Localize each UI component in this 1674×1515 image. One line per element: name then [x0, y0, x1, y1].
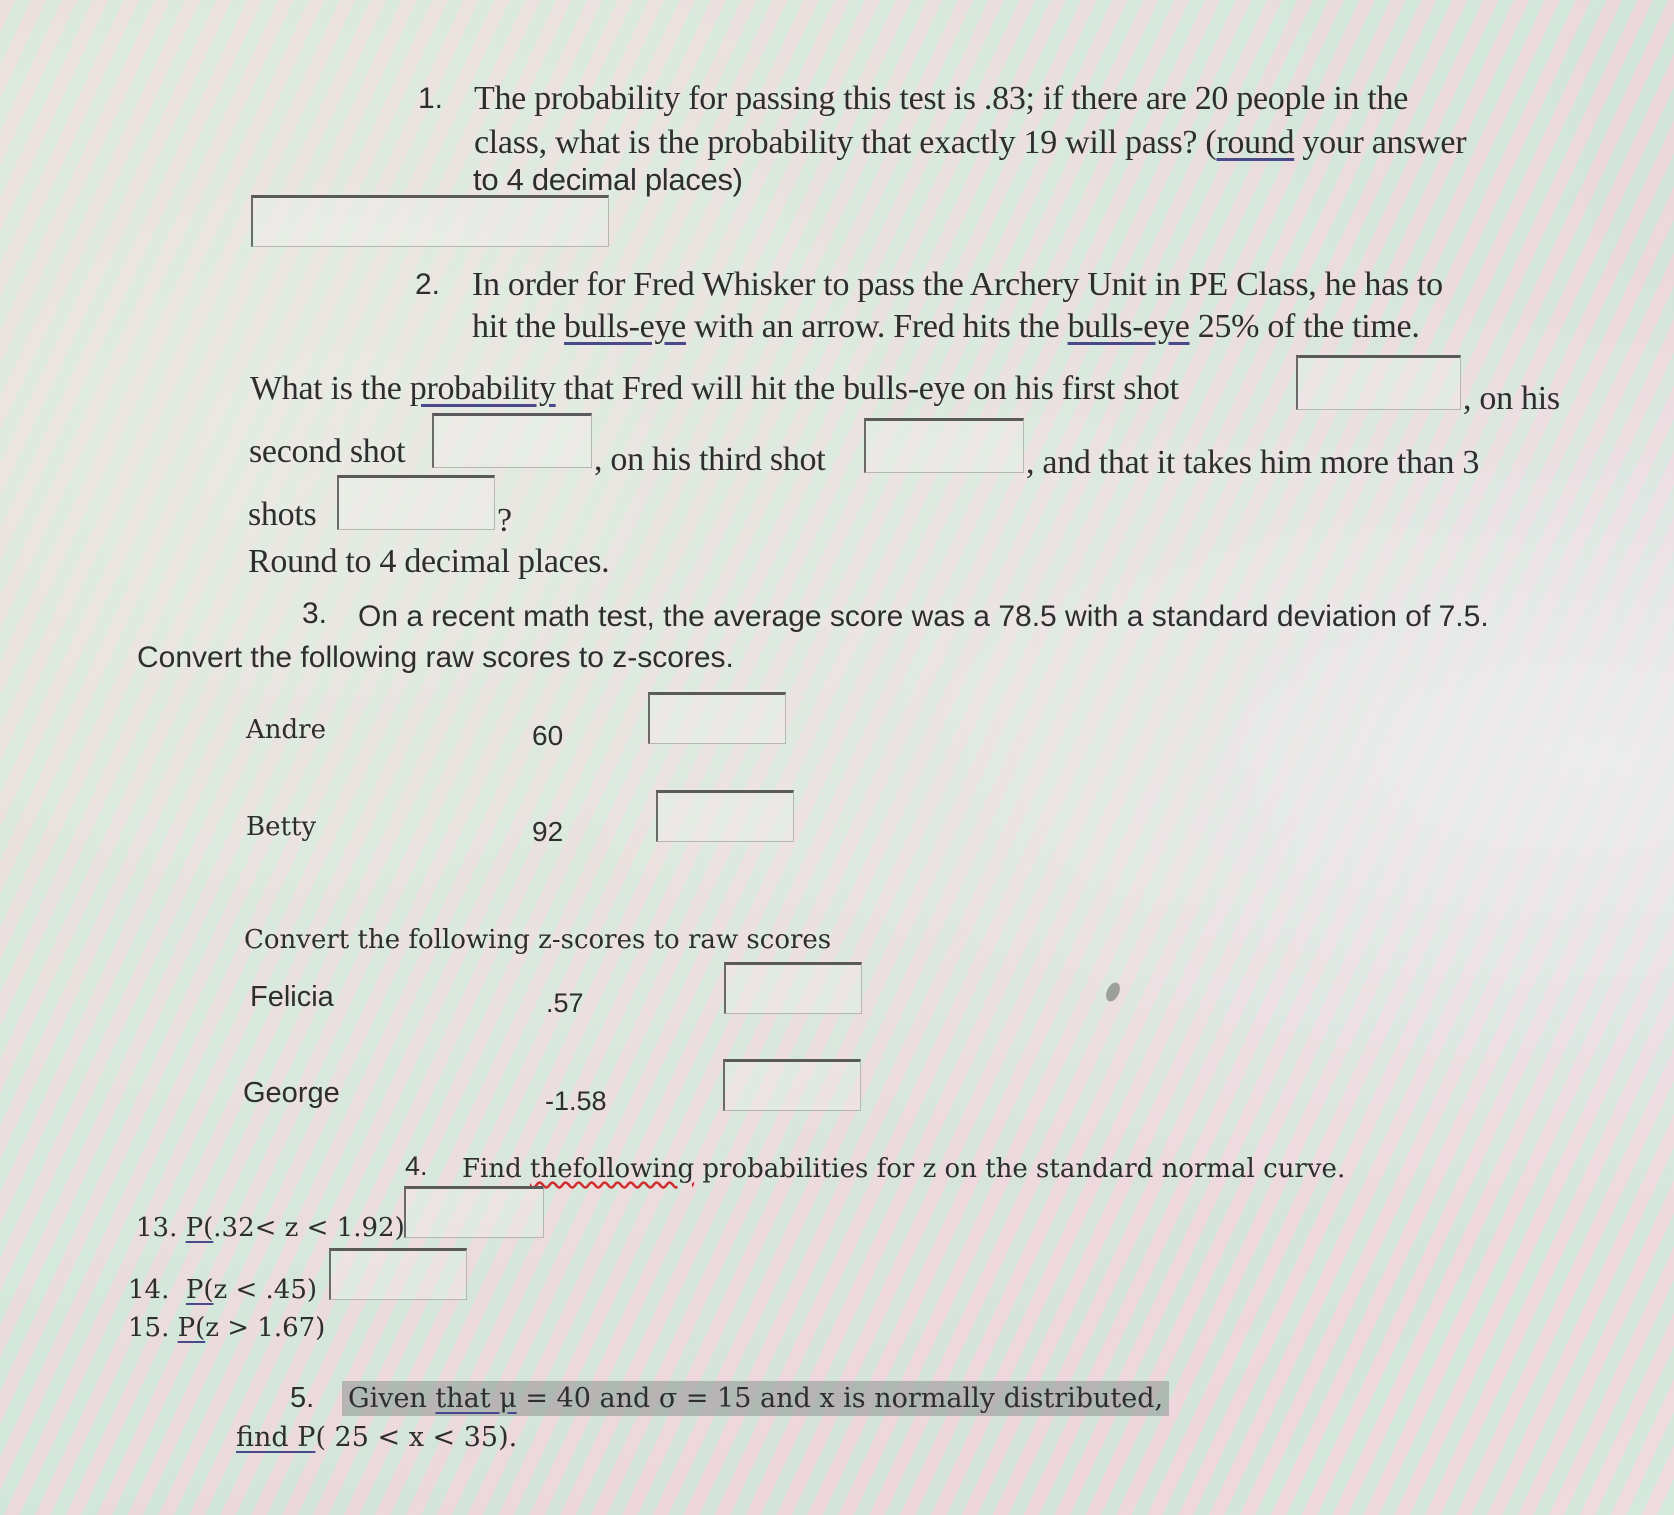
- second-shot-label: second shot: [249, 433, 406, 470]
- felicia-raw-input[interactable]: [724, 962, 862, 1014]
- q4-number: 4.: [405, 1151, 428, 1181]
- q5-text-line1: Given that μ = 40 and σ = 15 and x is normally distributed,: [342, 1381, 1169, 1416]
- item-15: 15. P(z > 1.67): [128, 1313, 326, 1343]
- felicia-label: Felicia: [250, 981, 334, 1013]
- betty-label: Betty: [246, 812, 317, 842]
- question-mark: ?: [497, 502, 512, 539]
- second-shot-input[interactable]: [432, 413, 592, 468]
- george-label: George: [243, 1077, 340, 1109]
- round-word: round: [1216, 124, 1295, 161]
- third-shot-label: , on his third shot: [594, 441, 826, 478]
- betty-score: 92: [532, 816, 564, 847]
- betty-zscore-input[interactable]: [656, 790, 794, 842]
- q2-text-line3: What is the probability that Fred will hit the bulls-eye on his first shot: [250, 370, 1179, 407]
- item-14: 14. P(z < .45): [128, 1275, 318, 1305]
- q2-text-line1: In order for Fred Whisker to pass the Archery Unit in PE Class, he has to: [472, 266, 1443, 303]
- q1-answer-input[interactable]: [251, 195, 609, 247]
- item-14-answer-input[interactable]: [329, 1248, 467, 1300]
- andre-score: 60: [532, 720, 564, 751]
- q2-text-line2: hit the bulls-eye with an arrow. Fred hits the bulls-eye 25% of the time.: [472, 308, 1420, 345]
- felicia-zscore: .57: [546, 988, 584, 1018]
- q5-number: 5.: [290, 1382, 315, 1414]
- z-to-raw-heading: Convert the following z-scores to raw scores: [244, 925, 832, 955]
- q4-text: Find thefollowing probabilities for z on the standard normal curve.: [462, 1154, 1346, 1184]
- andre-label: Andre: [246, 715, 326, 745]
- q2-text-on-his: , on his: [1463, 380, 1560, 417]
- q3-text-line1: On a recent math test, the average score was a 78.5 with a standard deviation of 7.5.: [358, 600, 1489, 633]
- q1-text-line1: The probability for passing this test is .83; if there are 20 people in the: [474, 80, 1408, 117]
- q2-number: 2.: [415, 268, 441, 301]
- george-raw-input[interactable]: [723, 1059, 861, 1111]
- q5-text-line2: find P( 25 < x < 35).: [236, 1422, 518, 1453]
- q3-text-line2: Convert the following raw scores to z-scores.: [137, 641, 734, 674]
- q1-number: 1.: [418, 82, 444, 115]
- andre-zscore-input[interactable]: [648, 692, 786, 744]
- third-shot-input[interactable]: [864, 418, 1024, 473]
- q1-text-line2: class, what is the probability that exactly 19 will pass? (round your answer: [474, 124, 1467, 161]
- shots-label: shots: [248, 496, 317, 533]
- screen-smudge: [1103, 980, 1122, 1003]
- more-than-3-input[interactable]: [337, 475, 495, 530]
- first-shot-input[interactable]: [1296, 355, 1461, 410]
- q3-number: 3.: [302, 597, 328, 630]
- george-zscore: -1.58: [545, 1086, 607, 1116]
- item-13: 13. P(.32< z < 1.92): [136, 1213, 405, 1243]
- round-note: Round to 4 decimal places.: [248, 543, 610, 580]
- more-than-3-label: , and that it takes him more than 3: [1026, 444, 1480, 481]
- spellcheck-word: thefollowing: [530, 1154, 695, 1184]
- q1-text-line3: to 4 decimal places): [473, 162, 743, 197]
- item-13-answer-input[interactable]: [404, 1186, 544, 1238]
